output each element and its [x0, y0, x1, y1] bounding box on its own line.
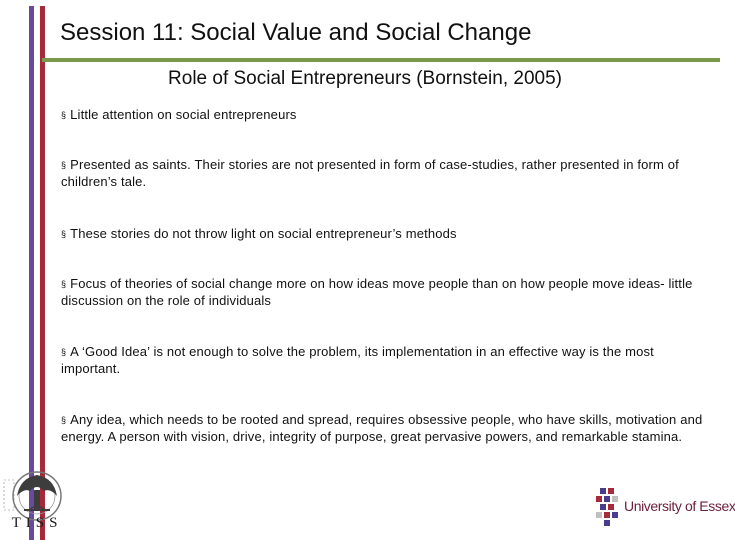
- slide-title: Session 11: Social Value and Social Change: [60, 19, 532, 46]
- bullet-text: These stories do not throw light on social entrepreneur’s methods: [70, 226, 457, 241]
- bullet-marker: §: [61, 160, 67, 170]
- bullet-item: [61, 107, 709, 124]
- essex-wordmark: University of Essex: [624, 498, 735, 514]
- bullet-marker: §: [61, 415, 67, 425]
- bullet-item: [61, 226, 709, 243]
- bullet-text: Any idea, which needs to be rooted and spread, requires obsessive people, who have skills, motivation and energy. A person with vision, drive, integrity of purpose, great pervasive powers, and remarkable stamina.: [61, 412, 703, 444]
- bullet-item: [61, 344, 709, 377]
- tiss-wordmark: TISS: [11, 515, 63, 531]
- bullet-text: Focus of theories of social change more on how ideas move people than on how people move ideas- little discussion on the role of individuals: [61, 276, 693, 308]
- bullet-marker: §: [61, 279, 67, 289]
- bullet-marker: §: [61, 229, 67, 239]
- slide-subtitle: Role of Social Entrepreneurs (Bornstein, 2005): [168, 68, 562, 89]
- bullet-text: Little attention on social entrepreneurs: [70, 107, 297, 122]
- bullet-marker: §: [61, 110, 67, 120]
- bullet-item: [61, 157, 709, 190]
- bullet-item: [61, 412, 709, 445]
- bullet-marker: §: [61, 347, 67, 357]
- bullet-text: A ‘Good Idea’ is not enough to solve the problem, its implementation in an effective way is the most important.: [61, 344, 654, 376]
- bullet-item: [61, 276, 709, 309]
- bullet-text: Presented as saints. Their stories are not presented in form of case-studies, rather presented in form of children’s tale.: [61, 157, 679, 189]
